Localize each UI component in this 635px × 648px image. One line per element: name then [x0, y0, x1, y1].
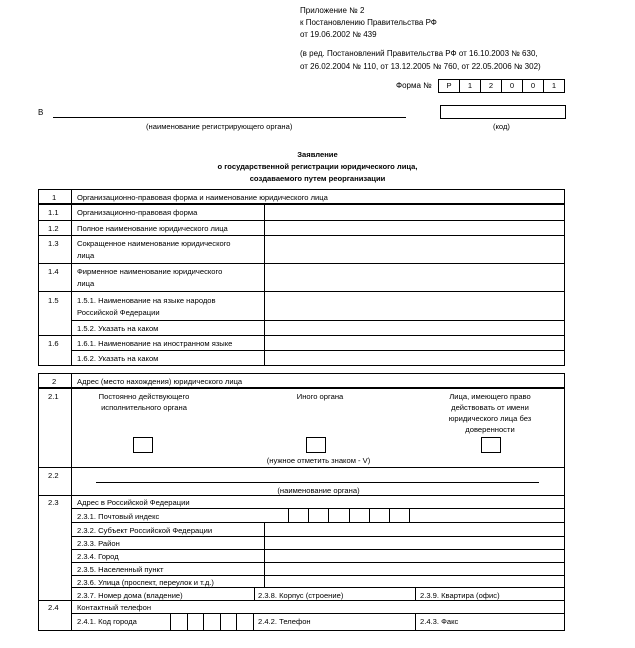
divider	[71, 587, 565, 588]
org-prefix: В	[38, 108, 44, 117]
form-code-char: 0	[502, 80, 523, 92]
digit-box[interactable]	[236, 613, 254, 631]
option-label: Постоянно действующего	[98, 392, 190, 401]
option-label: Иного органа	[296, 392, 344, 401]
checkbox-authorized-person[interactable]	[481, 437, 501, 453]
divider	[38, 495, 565, 496]
doc-title-2: о государственной регистрации юридического лица,	[217, 162, 418, 171]
row-label: 1.5.1. Наименование на языке народов	[77, 296, 216, 305]
form-code-char: 0	[523, 80, 544, 92]
section-1-title: Организационно-правовая форма и наименование юридического лица	[77, 193, 328, 202]
row-label: 1.6.2. Указать на каком	[77, 354, 159, 363]
org-code-caption: (код)	[493, 122, 510, 131]
decree-label: к Постановлению Правительства РФ	[300, 18, 437, 27]
divider	[38, 335, 565, 336]
form-number-label: Форма №	[396, 81, 432, 90]
subject-label: 2.3.2. Субъект Российской Федерации	[77, 526, 213, 535]
row-num: 1.4	[48, 267, 59, 276]
divider	[38, 235, 565, 236]
digit-box[interactable]	[220, 613, 237, 631]
fax-label: 2.4.3. Факс	[420, 617, 459, 626]
district-label: 2.3.3. Район	[77, 539, 120, 548]
row-label: Фирменное наименование юридического	[77, 267, 223, 276]
digit-box[interactable]	[349, 509, 369, 522]
row-num: 1.1	[48, 208, 59, 217]
section-1-num: 1	[52, 193, 57, 202]
building-label: 2.3.8. Корпус (строение)	[258, 591, 344, 600]
city-code-label: 2.4.1. Код города	[77, 617, 137, 626]
row-label: 1.5.2. Указать на каком	[77, 324, 159, 333]
row-label: Сокращенное наименование юридического	[77, 239, 231, 248]
row-num: 1.3	[48, 239, 59, 248]
divider	[415, 587, 416, 600]
digit-box[interactable]	[308, 509, 328, 522]
row-num: 2.3	[48, 498, 59, 507]
row-label: лица	[77, 251, 95, 260]
checkbox-other-organ[interactable]	[306, 437, 326, 453]
phone-title: Контактный телефон	[77, 603, 152, 612]
org-name-caption: (наименование регистрирующего органа)	[146, 122, 293, 131]
decree-date: от 19.06.2002 № 439	[300, 30, 377, 39]
digit-box[interactable]	[203, 613, 220, 631]
divider	[38, 600, 565, 601]
divider	[71, 522, 565, 523]
row-num: 2.1	[48, 392, 59, 401]
row-label: Полное наименование юридического лица	[77, 224, 228, 233]
divider	[264, 522, 265, 587]
form-code-char: 1	[460, 80, 481, 92]
row-num: 1.5	[48, 296, 59, 305]
option-label: действовать от имени	[451, 403, 529, 412]
section-2-num: 2	[52, 377, 57, 386]
divider	[71, 613, 565, 614]
form-code-char: 1	[551, 81, 557, 90]
digit-box[interactable]	[170, 613, 187, 631]
digit-box[interactable]	[187, 613, 204, 631]
divider	[71, 373, 72, 631]
form-code-char: 2	[481, 80, 502, 92]
house-label: 2.3.7. Номер дома (владение)	[77, 591, 183, 600]
organ-name-caption: (наименование органа)	[277, 486, 360, 495]
org-code-field[interactable]	[440, 105, 566, 119]
divider	[71, 536, 565, 537]
divider	[415, 613, 416, 631]
divider	[38, 387, 565, 389]
digit-box[interactable]	[328, 509, 348, 522]
organ-name-field[interactable]	[96, 482, 539, 483]
divider	[38, 291, 565, 292]
divider	[71, 562, 565, 563]
divider	[254, 587, 255, 600]
digit-box[interactable]	[288, 509, 308, 522]
city-label: 2.3.4. Город	[77, 552, 119, 561]
address-title: Адрес в Российской Федерации	[77, 498, 190, 507]
form-code-boxes	[438, 79, 565, 93]
phone-label: 2.4.2. Телефон	[258, 617, 311, 626]
form-code-char: Р	[439, 80, 460, 92]
section-2-title: Адрес (место нахождения) юридического лица	[77, 377, 243, 386]
checkbox-executive-organ[interactable]	[133, 437, 153, 453]
row-num: 1.2	[48, 224, 59, 233]
option-label: исполнительного органа	[101, 403, 187, 412]
divider	[264, 204, 265, 366]
option-label: Лица, имеющего право	[449, 392, 531, 401]
option-label: доверенности	[465, 425, 515, 434]
edition-line-2: от 26.02.2004 № 110, от 13.12.2005 № 760, от 22.05.2006 № 302)	[300, 62, 541, 71]
apartment-label: 2.3.9. Квартира (офис)	[420, 591, 500, 600]
postal-index-boxes[interactable]	[288, 509, 410, 522]
divider	[71, 549, 565, 550]
option-label: юридического лица без	[448, 414, 532, 423]
doc-title-3: создаваемого путем реорганизации	[249, 174, 386, 183]
org-name-field[interactable]	[53, 117, 406, 118]
street-label: 2.3.6. Улица (проспект, переулок и т.д.)	[77, 578, 214, 587]
postal-label: 2.3.1. Почтовый индекс	[77, 512, 160, 521]
city-code-boxes[interactable]	[170, 613, 254, 631]
digit-box[interactable]	[389, 509, 410, 522]
divider	[71, 350, 565, 351]
divider	[71, 320, 565, 321]
row-label: Организационно-правовая форма	[77, 208, 198, 217]
row-label: Российской Федерации	[77, 308, 160, 317]
divider	[71, 189, 72, 366]
digit-box[interactable]	[369, 509, 389, 522]
row-num: 2.4	[48, 603, 59, 612]
divider	[38, 263, 565, 264]
divider	[38, 203, 565, 205]
row-label: 1.6.1. Наименование на иностранном языке	[77, 339, 233, 348]
checkbox-note: (нужное отметить знаком - V)	[266, 456, 371, 465]
row-num: 1.6	[48, 339, 59, 348]
appendix-label: Приложение № 2	[300, 6, 365, 15]
divider	[71, 575, 565, 576]
row-num: 2.2	[48, 471, 59, 480]
doc-title-1: Заявление	[297, 150, 338, 159]
edition-line-1: (в ред. Постановлений Правительства РФ от 16.10.2003 № 630,	[300, 49, 538, 58]
locality-label: 2.3.5. Населенный пункт	[77, 565, 164, 574]
divider	[38, 467, 565, 468]
divider	[38, 220, 565, 221]
row-label: лица	[77, 279, 95, 288]
